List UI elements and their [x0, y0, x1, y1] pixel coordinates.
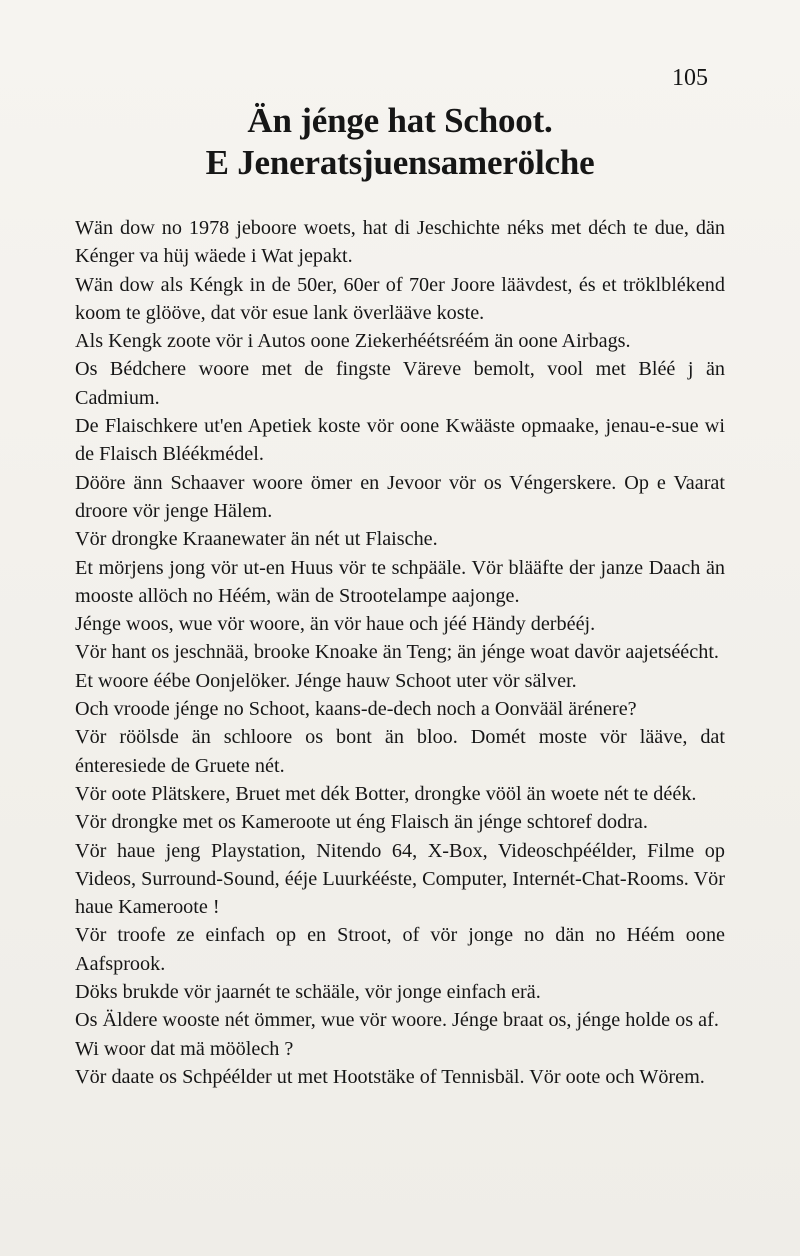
paragraph: Os Bédchere woore met de fingste Väreve bemolt, vool met Bléé j än Cadmium.	[75, 358, 725, 409]
paragraph: Vör oote Plätskere, Bruet met dék Botter, drongke vööl än woete nét te déék.	[75, 782, 697, 805]
paragraph: Wän dow als Kéngk in de 50er, 60er of 70er Joore läävdest, és et tröklblékend koom te glööve, dat vör esue lank överlääve koste.	[75, 273, 725, 324]
paragraph: Vör troofe ze einfach op en Stroot, of vör jonge no dän no Héém oone Aafsprook.	[75, 924, 725, 975]
paragraph: Vör drongke met os Kameroote ut éng Flaisch än jénge schtoref dodra.	[75, 811, 648, 834]
paragraph: Wi woor dat mä möölech ?	[75, 1037, 294, 1060]
paragraph: Vör röölsde än schloore os bont än bloo. Domét moste vör lääve, dat énteresiede de Gruete nét.	[75, 726, 725, 777]
paragraph: Vör drongke Kraanewater än nét ut Flaische.	[75, 528, 438, 551]
paragraph: Os Äldere wooste nét ömmer, wue vör woore. Jénge braat os, jénge holde os af.	[75, 1009, 719, 1032]
paragraph: Vör hant os jeschnää, brooke Knoake än Teng; än jénge woat davör aajetséécht.	[75, 641, 719, 664]
title-line-1: Än jénge hat Schoot.	[247, 101, 553, 140]
paragraph: Jénge woos, wue vör woore, än vör haue och jéé Händy derbééj.	[75, 613, 596, 636]
body-text	[75, 214, 725, 1091]
paragraph: Wän dow no 1978 jeboore woets, hat di Jeschichte néks met déch te due, dän Kénger va hüj wäede i Wat jepakt.	[75, 217, 725, 268]
paragraph: Et woore éébe Oonjelöker. Jénge hauw Schoot uter vör sälver.	[75, 669, 577, 692]
paragraph: Och vroode jénge no Schoot, kaans-de-dech noch a Oonvääl ärénere?	[75, 698, 637, 721]
paragraph: Vör haue jeng Playstation, Nitendo 64, X-Box, Videoschpéélder, Filme op Videos, Surround-Sound, ééje Luurkééste, Computer, Internét-Chat-Rooms. Vör haue Kameroote !	[75, 839, 725, 919]
paragraph: Döks brukde vör jaarnét te schääle, vör jonge einfach erä.	[75, 981, 541, 1004]
paragraph: Et mörjens jong vör ut-en Huus vör te schpääle. Vör blääfte der janze Daach än mooste allöch no Héém, wän de Strootelampe aajonge.	[75, 556, 725, 607]
title-line-2: E Jeneratsjuensamerölche	[205, 143, 595, 182]
paragraph: Als Kengk zoote vör i Autos oone Ziekerhéétsréém än oone Airbags.	[75, 330, 631, 353]
page-title	[0, 100, 800, 184]
page-number: 105	[672, 65, 708, 91]
paragraph: Vör daate os Schpéélder ut met Hootstäke of Tennisbäl. Vör oote och Wörem.	[75, 1065, 705, 1088]
paragraph: Dööre änn Schaaver woore ömer en Jevoor vör os Véngerskere. Op e Vaarat droore vör jenge Hälem.	[75, 471, 725, 522]
paragraph: De Flaischkere ut'en Apetiek koste vör oone Kwääste opmaake, jenau-e-sue wi de Flaisch Bléékmédel.	[75, 415, 725, 466]
